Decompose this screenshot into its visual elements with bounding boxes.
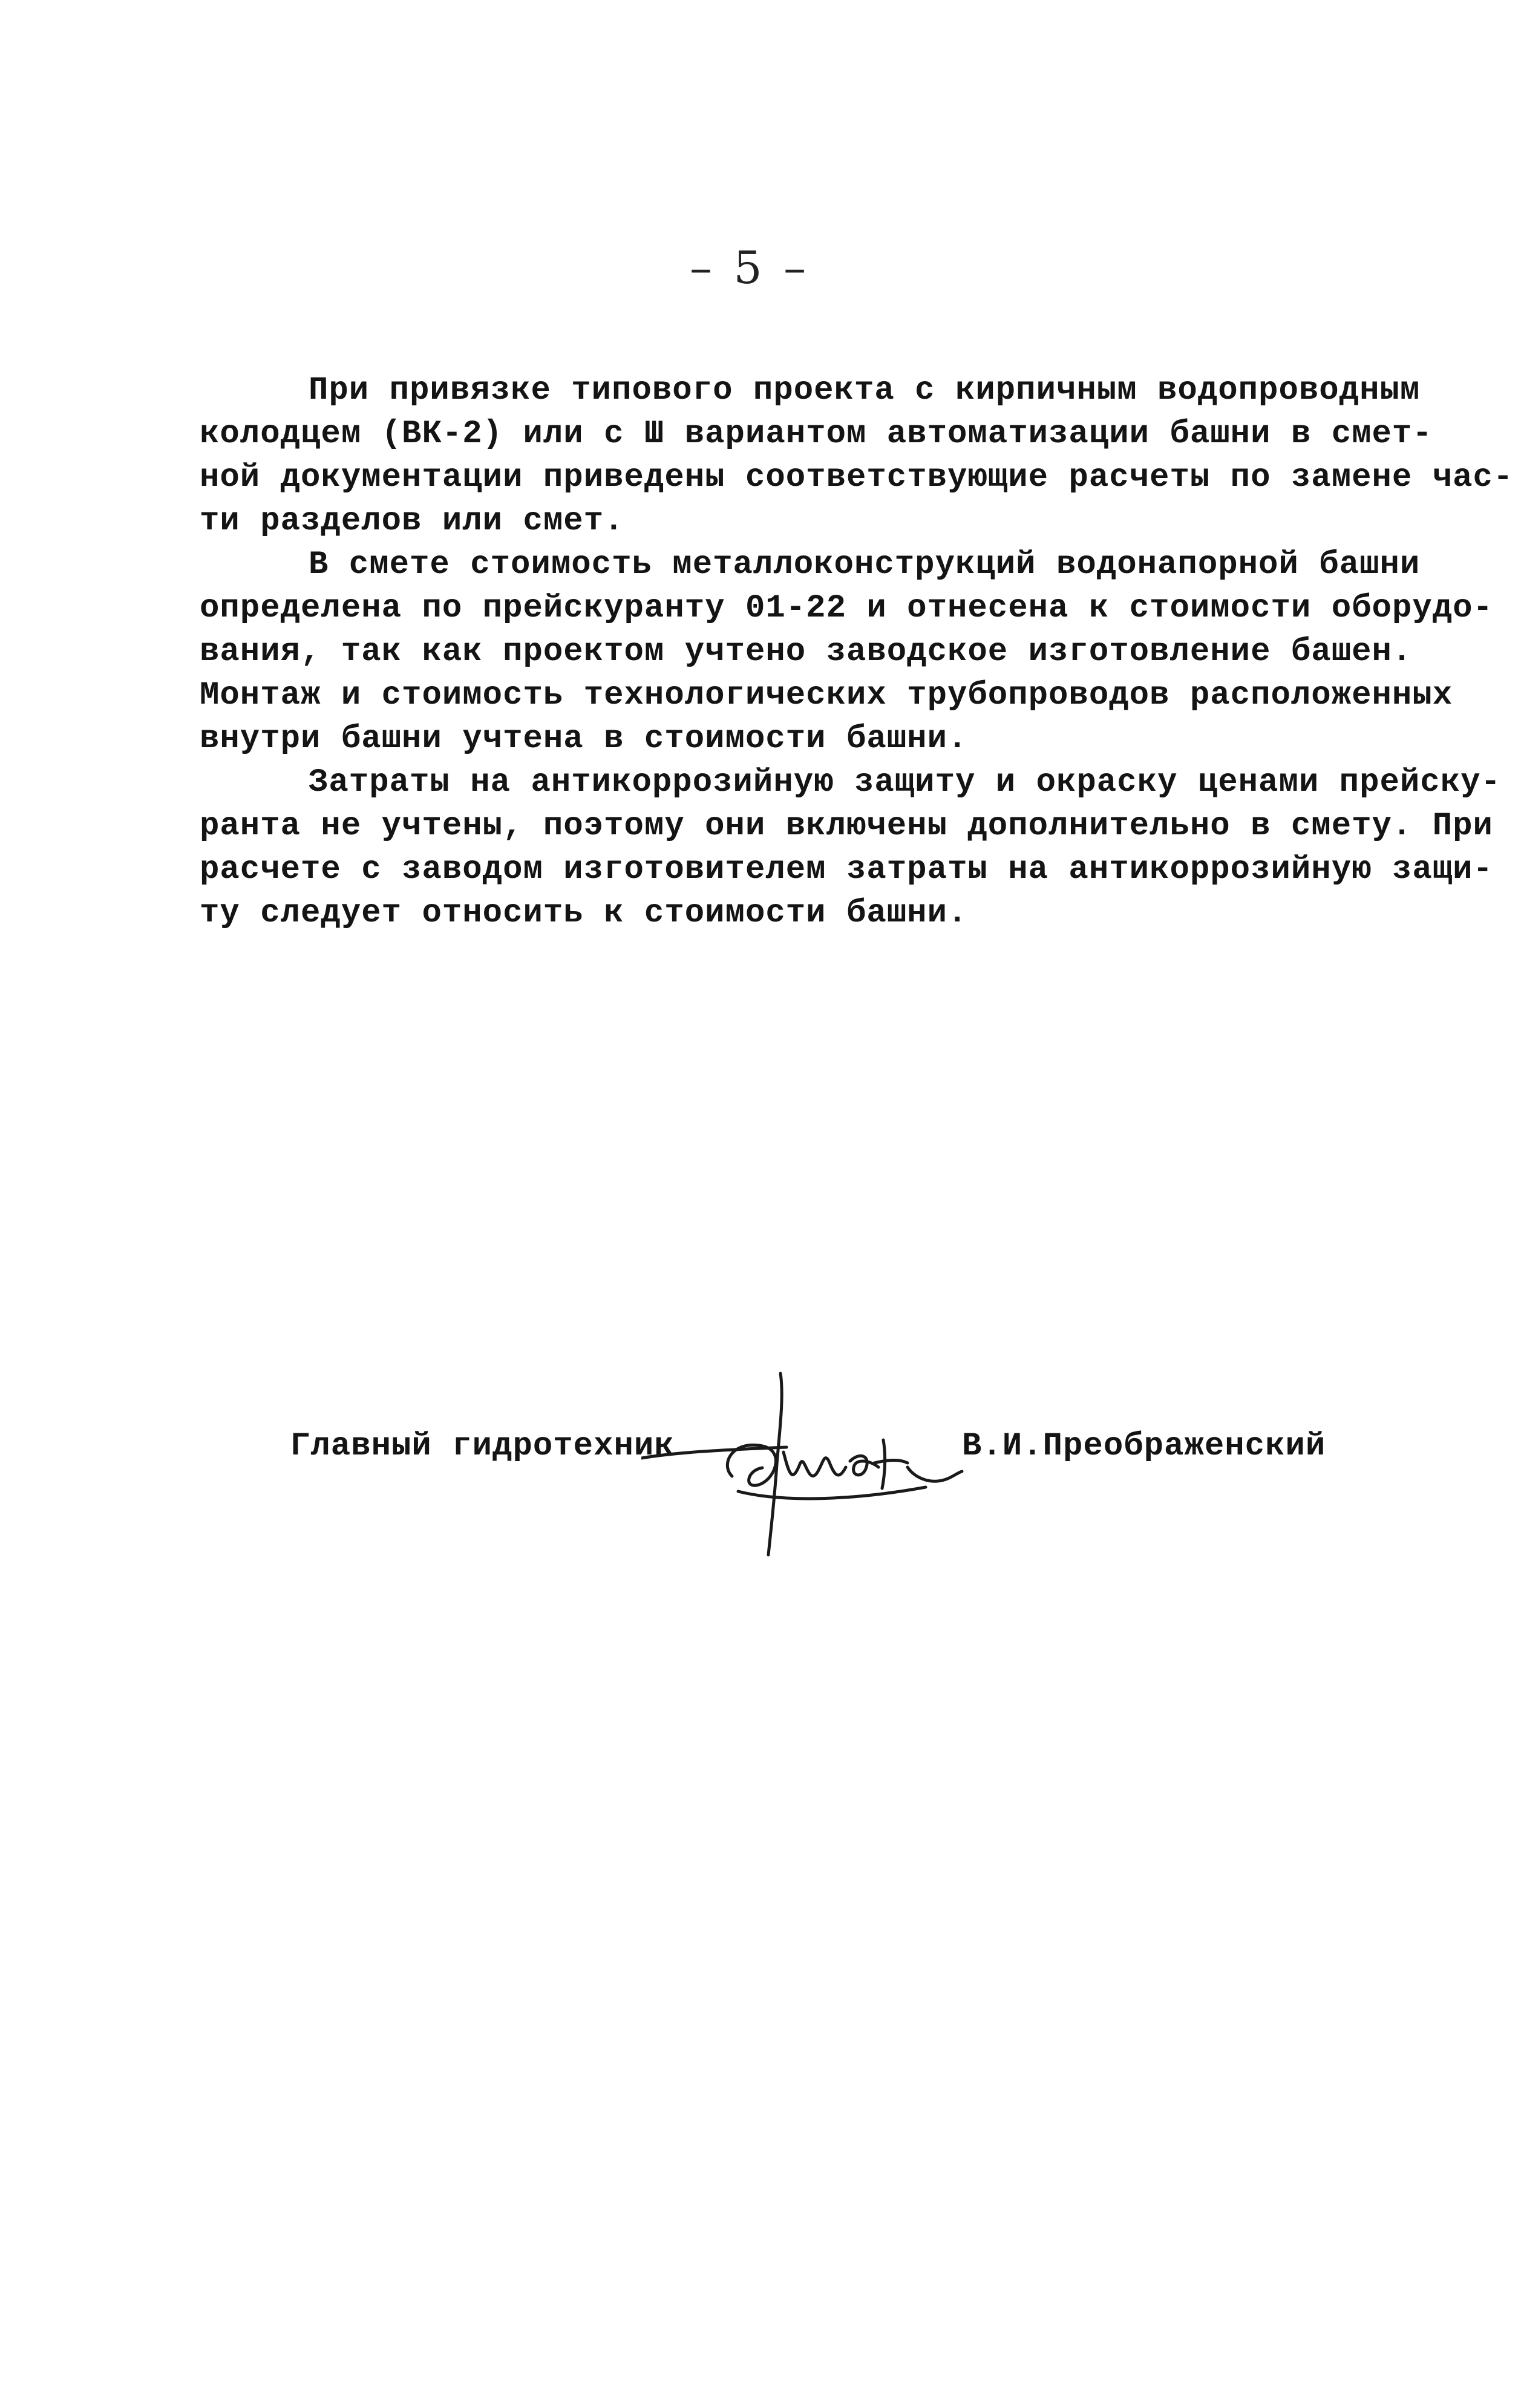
paragraph-3	[200, 761, 1501, 935]
page-number: – 5 –	[690, 242, 810, 294]
body-text	[200, 369, 1514, 935]
paragraph-line: колодцем (ВК-2) или с Ш вариантом автоматизации башни в смет-	[200, 416, 1433, 453]
signature-block	[290, 1361, 1379, 1561]
paragraph-2	[200, 543, 1493, 761]
paragraph-line: Затраты на антикоррозийную защиту и окраску ценами прейску-	[309, 764, 1501, 801]
paragraph-line: ной документации приведены соответствующие расчеты по замене час-	[200, 459, 1514, 496]
signatory-position: Главный гидротехник	[290, 1428, 675, 1465]
paragraph-line: ту следует относить к стоимости башни.	[200, 895, 968, 932]
paragraph-line: вания, так как проектом учтено заводское изготовление башен.	[200, 633, 1413, 670]
handwritten-signature	[641, 1361, 980, 1561]
paragraph-line: внутри башни учтена в стоимости башни.	[200, 721, 968, 757]
paragraph-1	[200, 369, 1514, 543]
paragraph-line: ти разделов или смет.	[200, 503, 624, 540]
paragraph-line: Монтаж и стоимость технологических трубопроводов расположенных	[200, 677, 1453, 714]
paragraph-line: определена по прейскуранту 01-22 и отнесена к стоимости оборудо-	[200, 590, 1493, 627]
paragraph-line: В смете стоимость металлоконструкций водонапорной башни	[309, 546, 1421, 583]
paragraph-line: При привязке типового проекта с кирпичным водопроводным	[309, 372, 1421, 409]
paragraph-line: расчете с заводом изготовителем затраты на антикоррозийную защи-	[200, 851, 1493, 888]
paragraph-line: ранта не учтены, поэтому они включены дополнительно в смету. При	[200, 808, 1493, 845]
signatory-name: В.И.Преображенский	[962, 1428, 1326, 1465]
